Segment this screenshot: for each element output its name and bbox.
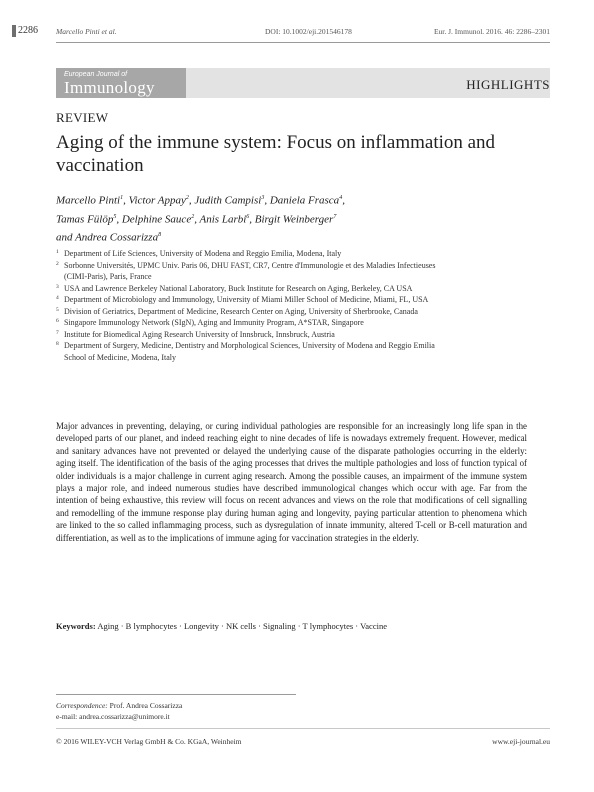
author-affiliation-ref: 3 bbox=[261, 195, 265, 201]
correspondence-label: Correspondence: bbox=[56, 701, 108, 710]
page-number bbox=[12, 25, 40, 39]
author-name: Birgit Weinberger bbox=[254, 213, 334, 226]
correspondence-name: Prof. Andrea Cossarizza bbox=[109, 701, 183, 710]
affiliation-number: 8 bbox=[56, 341, 59, 347]
journal-logo bbox=[56, 68, 186, 98]
logo-subtitle: European Journal of bbox=[64, 71, 128, 78]
author-affiliation-ref: 4 bbox=[339, 195, 343, 201]
header-rule bbox=[56, 42, 550, 43]
affiliation-item bbox=[56, 306, 456, 318]
author-affiliation-ref: 1 bbox=[120, 195, 124, 201]
article-title: Aging of the immune system: Focus on inflammation and vaccination bbox=[56, 132, 496, 176]
author-name: Judith Campisi bbox=[194, 194, 262, 207]
author-affiliation-ref: 6 bbox=[246, 213, 250, 220]
running-author: Marcello Pinti et al. bbox=[56, 27, 117, 36]
affiliation-list bbox=[56, 248, 456, 363]
author-list: Marcello Pinti$^1$, Victor Appay$^2$, Judith Campisi$^3$, Daniela Frasca$^4$, Tamas Fülöp$^5$, Delphine Sauce$^2$, Anis Larbi$^6$, Birgit Weinberger$^7$ and Andrea Cossarizza$^8$ bbox=[56, 194, 345, 244]
affiliation-text: Singapore Immunology Network (SIgN), Aging and Immunity Program, A*STAR, Singapore bbox=[64, 318, 364, 327]
affiliation-item bbox=[56, 248, 456, 260]
keywords-label: Keywords: bbox=[56, 621, 96, 631]
affiliation-number: 4 bbox=[56, 295, 59, 301]
affiliation-text: Institute for Biomedical Aging Research University of Innsbruck, Innsbruck, Austria bbox=[64, 329, 335, 339]
affiliation-text: Sorbonne Universités, UPMC Univ. Paris 06, DHU FAST, CR7, Centre d'Immunologie et des Maladies Infectieuses (CIMI-Paris), Paris, France bbox=[64, 260, 436, 281]
author-affiliation-ref: 8 bbox=[158, 232, 162, 239]
author-name: Victor Appay bbox=[128, 194, 186, 207]
author-name: Delphine Sauce bbox=[121, 213, 192, 226]
affiliation-number: 2 bbox=[56, 260, 59, 267]
footer-rule bbox=[56, 728, 550, 729]
author-affiliation-ref: 2 bbox=[191, 213, 195, 220]
author-name: Tamas Fülöp bbox=[56, 213, 114, 226]
affiliation-number: 7 bbox=[56, 329, 59, 336]
logo-title: Immunology bbox=[64, 78, 155, 97]
section-tag: HIGHLIGHTS bbox=[466, 77, 550, 92]
affiliation-text: Department of Life Sciences, University of Modena and Reggio Emilia, Modena, Italy bbox=[64, 249, 342, 258]
affiliation-text: USA and Lawrence Berkeley National Laboratory, Buck Institute for Research on Aging, Berkeley, CA USA bbox=[64, 283, 413, 293]
page-marker bbox=[12, 25, 16, 37]
affiliation-number: 5 bbox=[56, 306, 59, 313]
affiliation-item bbox=[56, 329, 456, 341]
page-number-text: 2286 bbox=[18, 25, 38, 36]
correspondence bbox=[56, 700, 182, 722]
keywords-list: Aging · B lymphocytes · Longevity · NK cells · Signaling · T lymphocytes · Vaccine bbox=[97, 621, 387, 631]
author-name: Andrea Cossarizza bbox=[75, 231, 159, 244]
affiliation-text: Department of Microbiology and Immunology, University of Miami Miller School of Medicine, Miami, FL, USA bbox=[64, 295, 429, 304]
doi[interactable]: DOI: 10.1002/eji.201546178 bbox=[265, 27, 352, 36]
author-affiliation-ref: 7 bbox=[333, 213, 337, 220]
website-link[interactable]: www.eji-journal.eu bbox=[492, 737, 550, 746]
affiliation-text: Department of Surgery, Medicine, Dentistry and Morphological Sciences, University of Modena and Reggio Emilia School of Medicine, Modena, Italy bbox=[64, 341, 435, 362]
copyright: © 2016 WILEY-VCH Verlag GmbH & Co. KGaA, Weinheim bbox=[56, 737, 242, 746]
affiliation-item bbox=[56, 340, 456, 363]
correspondence-rule bbox=[56, 694, 296, 695]
affiliation-item bbox=[56, 283, 456, 295]
email-label: e-mail: bbox=[56, 712, 78, 721]
author-affiliation-ref: 5 bbox=[113, 213, 117, 220]
author-affiliation-ref: 2 bbox=[185, 195, 189, 201]
affiliation-text: Division of Geriatrics, Department of Medicine, Research Center on Aging, University of Sherbrooke, Canada bbox=[64, 306, 418, 316]
email-link[interactable]: andrea.cossarizza@unimore.it bbox=[79, 712, 170, 721]
article-type: REVIEW bbox=[56, 110, 109, 125]
affiliation-item bbox=[56, 260, 456, 283]
affiliation-number: 3 bbox=[56, 283, 59, 290]
affiliation-item bbox=[56, 317, 456, 329]
keywords bbox=[56, 621, 550, 631]
journal-citation: Eur. J. Immunol. 2016. 46: 2286–2301 bbox=[433, 27, 550, 36]
author-name: Anis Larbi bbox=[199, 213, 247, 226]
affiliation-number: 1 bbox=[56, 249, 59, 255]
author-name: Daniela Frasca bbox=[269, 194, 340, 207]
author-name: Marcello Pinti bbox=[56, 194, 121, 207]
affiliation-item bbox=[56, 294, 456, 306]
affiliation-number: 6 bbox=[56, 318, 59, 324]
abstract: Major advances in preventing, delaying, or curing individual pathologies are responsible for an increasingly long life span in the developed parts of our planet, and indeed reaching eight to nine decades of life is nowadays extremely frequent. However, medical and sanitary advances have not prevented or delayed the underlying cause of the disparate pathologies occurring in the elderly: aging itself. The identification of the basis of the aging processes that drives the multiple pathologies and loss of function typical of older individuals is a major challenge in current aging research. Among the possible causes, an impairment of the immune system plays a major role, and indeed numerous studies have described immunological changes which occur with age. Far from the intention of being exhaustive, this review will focus on recent advances and views on the role that modifications of cell signalling and remodelling of the immune response play during human aging and longevity, paying particular attention to phenomena which are linked to the so called inflammaging process, such as dysregulation of innate immunity, altered T-cell or B-cell maturation and differentiation, as well as to the implications of immune aging for vaccination strategies in the elderly. bbox=[56, 421, 527, 543]
